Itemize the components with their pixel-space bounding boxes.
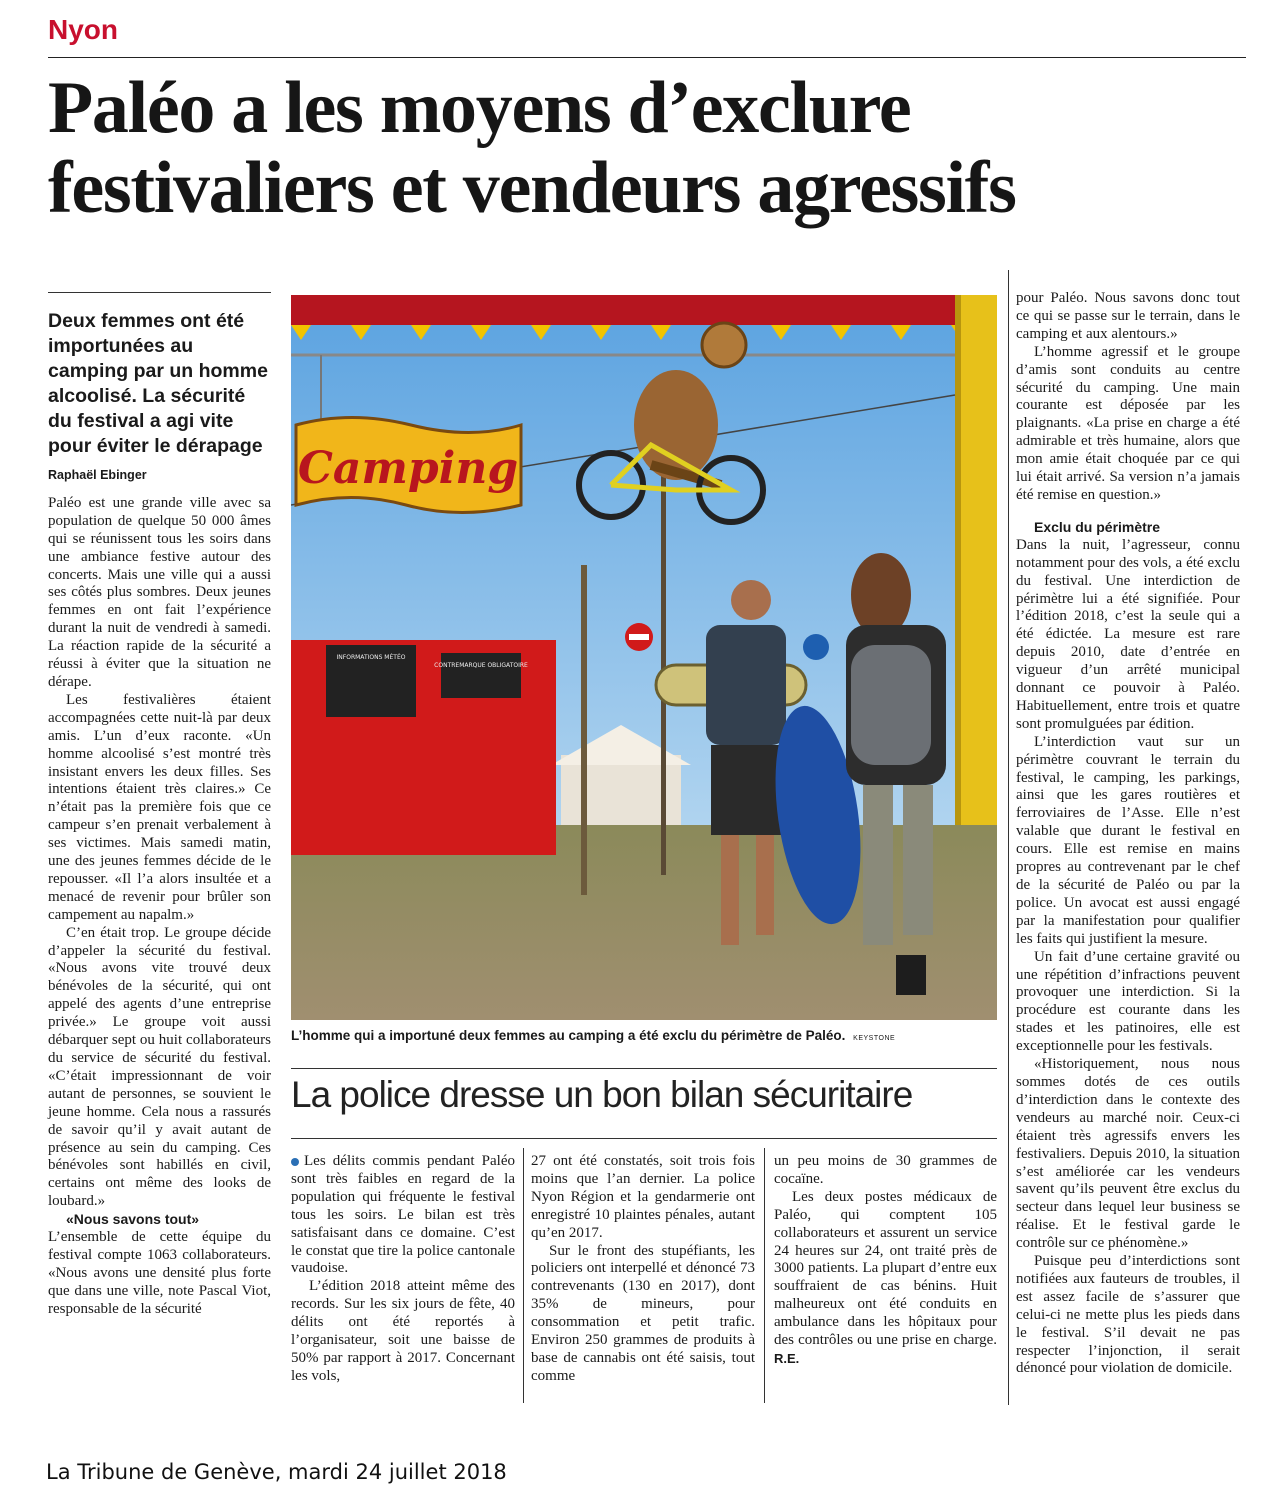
body-paragraph: L’homme agressif et le groupe d’amis sont conduits au centre sécurité du camping. Une main courante est déposée par les plaignants. «La prise en charge a été admirable et très humaine, alors que mon amie était choquée par ce qui lui était arrivé. Sa version n’a jamais été remise en question.»	[1016, 343, 1240, 503]
top-rule	[48, 57, 1246, 58]
camping-sign-text: Camping	[297, 443, 519, 494]
headline-line-1: Paléo a les moyens d’exclure	[48, 67, 911, 149]
body-paragraph: Les festivalières étaient accompagnées cette nuit-là par deux amis. L’un d’eux raconte. «Un homme alcoolisé s’est montré très insistant envers les deux filles. Ses intentions étaient très claires.» Ce n’était pas la première fois que ce campeur s’en prenait verbalement à ses victimes. Mais samedi matin, une des jeunes femmes décide de le repousser. «Il l’a alors insultée et a menacé de revenir pour brûler son campement au napalm.»	[48, 691, 271, 923]
lead-paragraph: Deux femmes ont été importunées au camping par un homme alcoolisé. La sécurité du festival a agi vite pour éviter le dérapage	[48, 310, 268, 457]
box-paragraph-text: Les délits commis pendant Paléo sont très faibles en regard de la population qui fréquente le festival tous les soirs. Le bilan est très satisfaisant dans ce domaine. C’est le constat que tire la police cantonale vaudoise.	[291, 1153, 515, 1277]
headline-line-2: festivaliers et vendeurs agressifs	[48, 147, 1016, 229]
photo-credit: KEYSTONE	[853, 1035, 896, 1042]
body-paragraph: L’interdiction vaut sur un périmètre couvrant le terrain du festival, le camping, les parkings, ainsi que les gares routières et ferroviaires de l’Asse. Elle n’est valable que durant le festival en cours. Elle est remise en mains propres au contrevenant par le chef de la sécurité de Paléo ou par la police. Un avocat est aussi engagé par la manifestation pour qualifier les faits qui justifient la mesure.	[1016, 733, 1240, 947]
body-paragraph: «Historiquement, nous nous sommes dotés de ces outils d’interdiction dans le contexte des vendeurs au marché noir. Ceux-ci étaient très agressifs envers les festivaliers. Depuis 2010, la situation s’est améliorée car les vendeurs savent qu’ils peuvent être exclus du secteur dans lequel leur business se réalise. Et le festival garde le contrôle sur ce phénomène.»	[1016, 1056, 1240, 1252]
column-rule	[48, 292, 271, 293]
box-paragraph: un peu moins de 30 grammes de cocaïne.	[774, 1153, 997, 1187]
info-board-1-text: INFORMATIONS MÉTÉO	[336, 654, 406, 661]
source-caption: La Tribune de Genève, mardi 24 juillet 2018	[46, 1460, 507, 1484]
column-divider-right	[1008, 270, 1009, 1405]
box-paragraph	[774, 1189, 997, 1369]
body-paragraph: Puisque peu d’interdictions sont notifiées aux fauteurs de troubles, il est assez facile de s’assurer que celui-ci ne mette plus les pieds dans le festival. S’il devait ne pas respecter l’injonction, il serait dénoncé pour violation de domicile.	[1016, 1253, 1240, 1377]
body-paragraph: Dans la nuit, l’agresseur, connu notamment pour des vols, a été exclu du festival. Une interdiction de périmètre lui a été signifiée. Pour l’édition 2018, c’est la seule qui a été édictée. La mesure est rare depuis 2010, date d’entrée en vigueur d’un arrêté municipal donnant ce pouvoir à Paléo. Habituellement, entre trois et quatre sont promulguées par édition.	[1016, 536, 1240, 732]
box-rule-top	[291, 1068, 997, 1069]
box-column-divider	[764, 1148, 765, 1403]
body-paragraph: C’en était trop. Le groupe décide d’appeler la sécurité du festival. «Nous avons vite trouvé deux bénévoles de la sécurité, qui ont appelé des agents d’une entreprise privée.» Le groupe voit aussi débarquer sept ou huit collaborateurs du service de sécurité du festival. «C’était impressionnant de voir autant de personnes, se souvient le jeune homme. Cela nous a rassurés de savoir qu’il y avait autant de présence au sein du camping. Ces bénévoles sont habillés en civil, certains ont même des looks de loubard.»	[48, 924, 271, 1210]
subhead: Exclu du périmètre	[1034, 518, 1161, 535]
body-paragraph: Paléo est une grande ville avec sa population de quelque 50 000 âmes qui se réunissent tous les soirs dans une ambiance festive autour des concerts. Mais une ville qui a aussi ses côtés plus sombres. Deux jeunes femmes en ont fait l’expérience durant la nuit de vendredi à samedi. La réaction rapide de la sécurité a réussi à éviter que la situation ne dérape.	[48, 494, 271, 690]
article-column-1	[48, 292, 271, 1319]
camping-photo	[291, 295, 997, 1020]
article-column-4	[1016, 290, 1240, 1378]
subhead: «Nous savons tout»	[66, 1211, 200, 1228]
box-title: La police dresse un bon bilan sécuritaire	[291, 1074, 913, 1115]
box-paragraph: Sur le front des stupéfiants, les policiers ont interpellé et dénoncé 73 contrevenants (130 en 2017), dont 35% de mineurs, pour consommation et petit trafic. Environ 250 grammes de produits à base de cannabis ont été saisis, tout comme	[531, 1242, 755, 1384]
box-paragraph-text: Les deux postes médicaux de Paléo, qui comptent 105 collaborateurs et assurent un service 24 heures sur 24, ont traité près de 3000 patients. La plupart d’entre eux souffraient de cas bénins. Huit malheureux ont été conduits en ambulance dans les hôpitaux pour des contrôles ou une prise en charge.	[774, 1188, 997, 1349]
box-signature: R.E.	[774, 1350, 800, 1366]
info-board-2-text: CONTREMARQUE OBLIGATOIRE	[434, 662, 528, 669]
photo-caption	[291, 1028, 997, 1043]
body-paragraph: Un fait d’une certaine gravité ou une répétition d’infractions peuvent provoquer une interdiction. Si la procédure est courante dans les stades et les patinoires, elle est exceptionnelle pour les festivals.	[1016, 948, 1240, 1055]
box-rule-mid	[291, 1138, 997, 1139]
bullet-icon	[291, 1158, 299, 1166]
box-column-b	[531, 1153, 755, 1386]
section-tag: Nyon	[48, 14, 118, 45]
body-paragraph: pour Paléo. Nous savons donc tout ce qui se passe sur le terrain, dans le camping et aux alentours.»	[1016, 290, 1240, 342]
box-column-c	[774, 1153, 997, 1369]
box-paragraph: L’édition 2018 atteint même des records. Sur les six jours de fête, 40 délits ont été reportés à l’organisateur, soit une baisse de 50% par rapport à 2017. Concernant les vols,	[291, 1278, 515, 1384]
box-paragraph: 27 ont été constatés, soit trois fois moins que l’an dernier. La police Nyon Région et la gendarmerie ont enregistré 10 plaintes pénales, autant qu’en 2017.	[531, 1153, 755, 1241]
box-column-a	[291, 1153, 515, 1386]
body-paragraph: L’ensemble de cette équipe du festival compte 1063 collaborateurs. «Nous avons une densité plus forte que dans une ville, note Pascal Viot, responsable de la sécurité	[48, 1229, 271, 1317]
headline	[48, 68, 1248, 228]
box-column-divider	[523, 1148, 524, 1403]
caption-text: L’homme qui a importuné deux femmes au camping a été exclu du périmètre de Paléo.	[291, 1028, 846, 1043]
box-paragraph	[291, 1153, 515, 1278]
byline: Raphaël Ebinger	[48, 468, 147, 482]
